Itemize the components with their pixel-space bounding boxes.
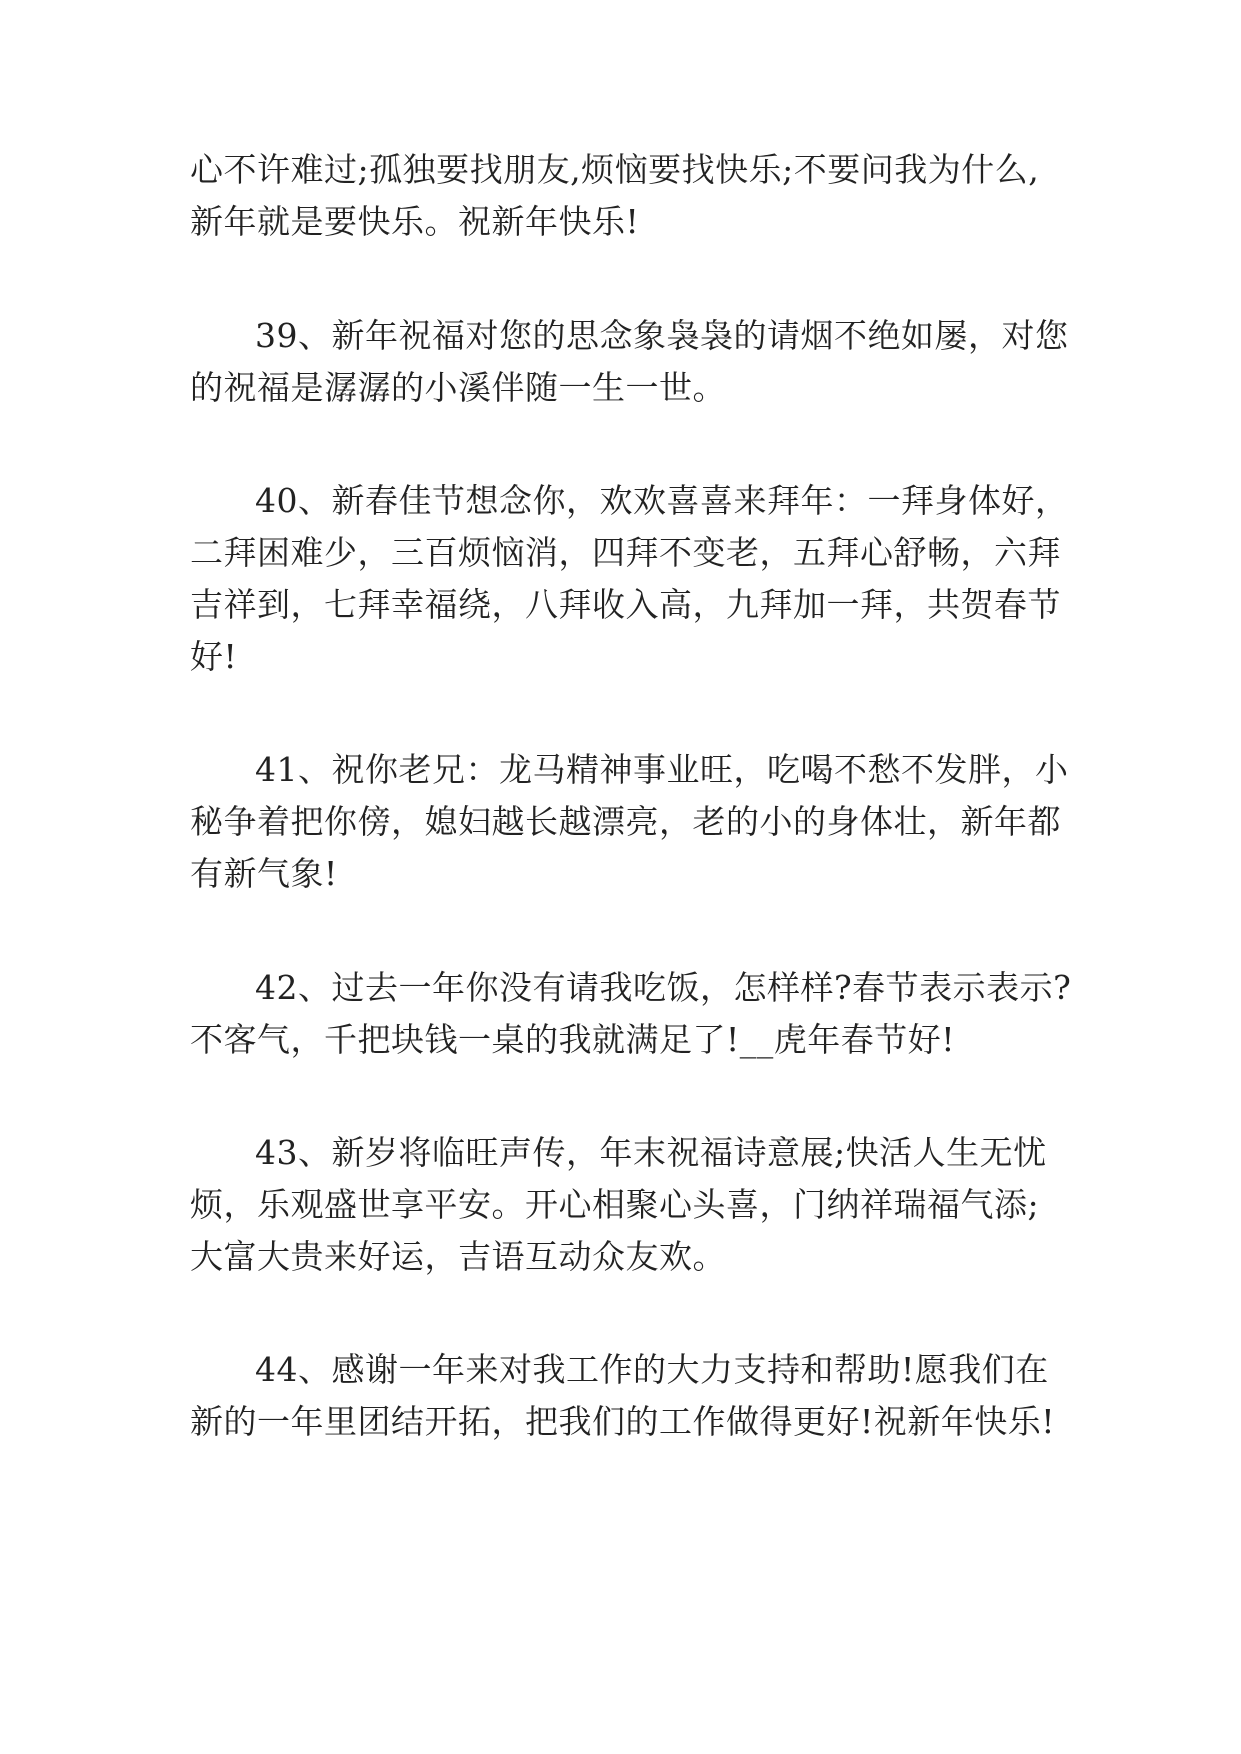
paragraph-line: 好! — [190, 637, 238, 676]
paragraph-line: 40、新春佳节想念你，欢欢喜喜来拜年：一拜身体好， — [255, 481, 1069, 520]
paragraph-line: 42、过去一年你没有请我吃饭，怎样样?春节表示表示? — [255, 968, 1072, 1007]
paragraph-line: 有新气象! — [190, 854, 338, 893]
paragraph-line: 吉祥到，七拜幸福绕，八拜收入高，九拜加一拜，共贺春节 — [190, 585, 1061, 624]
paragraph-line: 新的一年里团结开拓，把我们的工作做得更好!祝新年快乐! — [190, 1402, 1056, 1441]
paragraph-line: 二拜困难少，三百烦恼消，四拜不变老，五拜心舒畅，六拜 — [190, 533, 1061, 572]
paragraph-line: 不客气，千把块钱一桌的我就满足了!__虎年春节好! — [190, 1020, 956, 1059]
paragraph-line: 大富大贵来好运，吉语互动众友欢。 — [190, 1237, 726, 1276]
paragraph-line: 39、新年祝福对您的思念象袅袅的请烟不绝如屡，对您 — [255, 316, 1069, 355]
paragraph-line: 41、祝你老兄：龙马精神事业旺，吃喝不愁不发胖，小 — [255, 750, 1069, 789]
paragraph-line: 44、感谢一年来对我工作的大力支持和帮助!愿我们在 — [255, 1350, 1049, 1389]
paragraph-line: 的祝福是潺潺的小溪伴随一生一世。 — [190, 368, 726, 407]
paragraph-line: 烦，乐观盛世享平安。开心相聚心头喜，门纳祥瑞福气添; — [190, 1185, 1040, 1224]
paragraph-line: 心不许难过;孤独要找朋友,烦恼要找快乐;不要问我为什么, — [190, 150, 1040, 189]
paragraph-line: 秘争着把你傍，媳妇越长越漂亮，老的小的身体壮，新年都 — [190, 802, 1061, 841]
paragraph-line: 43、新岁将临旺声传，年末祝福诗意展;快活人生无忧 — [255, 1133, 1047, 1172]
paragraph-line: 新年就是要快乐。祝新年快乐! — [190, 202, 640, 241]
